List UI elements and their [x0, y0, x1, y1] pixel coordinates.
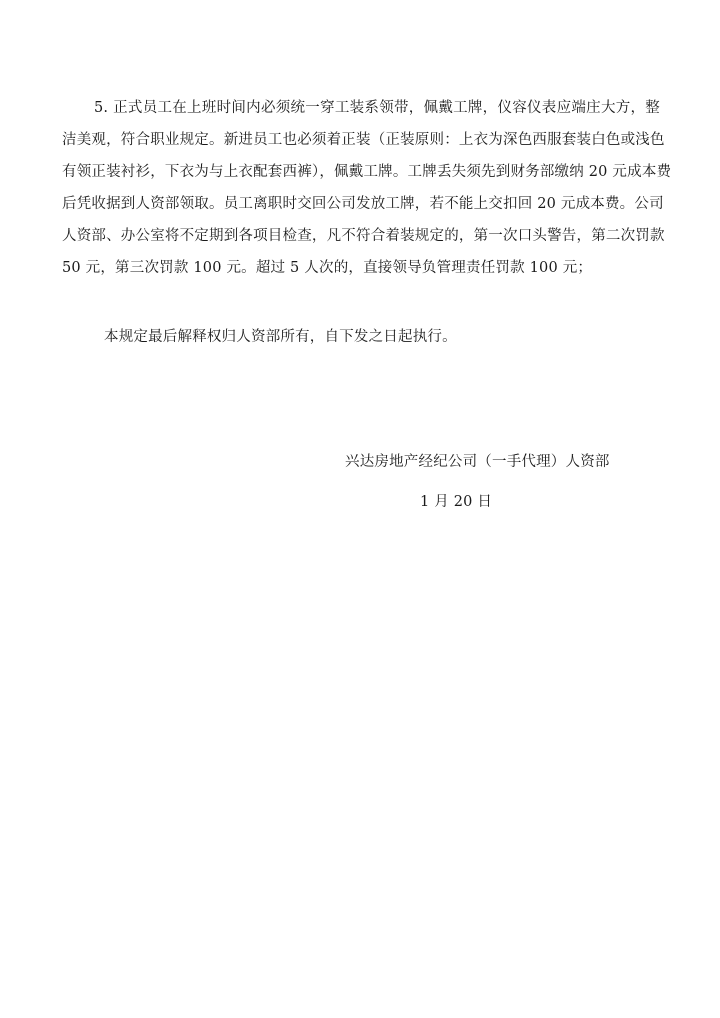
rule-paragraph [62, 92, 672, 284]
final-paragraph [62, 321, 660, 353]
rule-line-6: 50 元，第三次罚款 100 元。超过 5 人次的，直接领导负管理责任罚款 100 元； [62, 260, 593, 276]
signature-department: 兴达房地产经纪公司（一手代理）人资部 [345, 454, 610, 470]
rule-line-3: 有领正装衬衫，下衣为与上衣配套西裤），佩戴工牌。工牌丢失须先到财务部缴纳 20 元成本费 [62, 164, 672, 180]
rule-line-2: 洁美观，符合职业规定。新进员工也必须着正装（正装原则：上衣为深色西服套装白色或浅色 [62, 132, 665, 148]
rule-line-5: 人资部、办公室将不定期到各项目检查，凡不符合着装规定的，第一次口头警告，第二次罚款 [62, 228, 665, 244]
final-paragraph-text: 本规定最后解释权归人资部所有，自下发之日起执行。 [104, 329, 457, 345]
rule-line-1: 5. 正式员工在上班时间内必须统一穿工装系领带，佩戴工牌，仪容仪表应端庄大方，整 [94, 100, 660, 116]
rule-line-4: 后凭收据到人资部领取。员工离职时交回公司发放工牌，若不能上交扣回 20 元成本费。公司 [62, 196, 664, 212]
signature-date: 1 月 20 日 [420, 494, 493, 510]
